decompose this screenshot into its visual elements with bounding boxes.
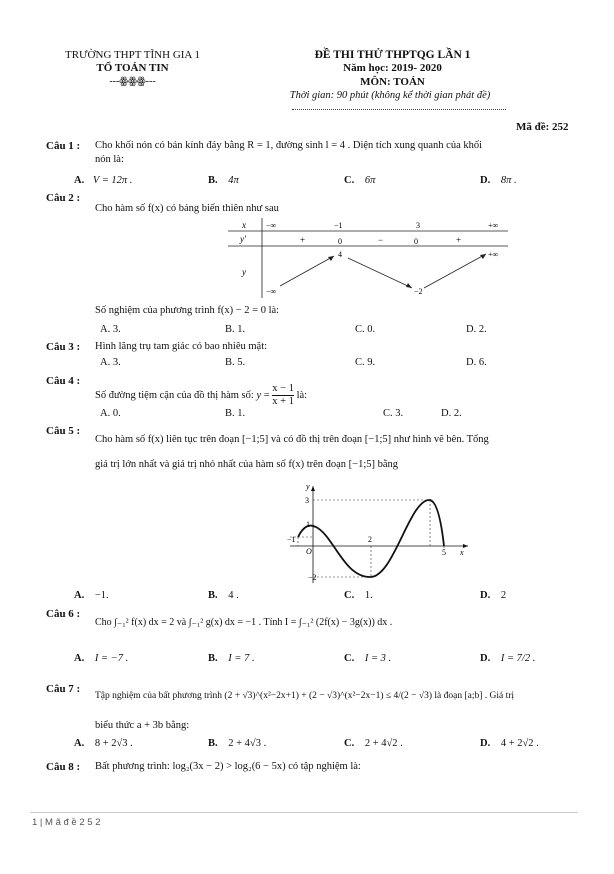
- q4-option-d[interactable]: [441, 408, 462, 419]
- q1-option-a[interactable]: [74, 175, 132, 186]
- header-divider: [292, 109, 506, 110]
- option-letter: D.: [480, 738, 491, 749]
- option-letter: A.: [74, 175, 85, 186]
- department-name: TỔ TOÁN TIN: [96, 62, 169, 74]
- q5-option-a[interactable]: [74, 590, 109, 601]
- graph-y-tick: 3: [305, 496, 309, 505]
- option-text: 2 + 4√3 .: [228, 738, 267, 749]
- option-text: 2.: [478, 324, 487, 335]
- graph-x-tick: 2: [368, 535, 372, 544]
- var-yp-label: y': [240, 234, 246, 244]
- var-x-label: x: [242, 220, 246, 230]
- graph-y-axis-label: y: [306, 482, 310, 491]
- question-8-label: Câu 8 :: [46, 761, 81, 773]
- option-text: I = 7/2 .: [500, 653, 536, 664]
- var-x-val: −1: [334, 221, 343, 230]
- option-letter: B.: [208, 653, 218, 664]
- var-y-val: 4: [338, 250, 342, 259]
- q7-option-a[interactable]: [74, 738, 133, 749]
- header-ornament: ---ꙮꙮꙮ---: [109, 76, 156, 87]
- exam-title: ĐỀ THI THỬ THPTQG LẦN 1: [314, 49, 471, 61]
- q6-option-a[interactable]: [74, 653, 128, 664]
- option-text: 4 + 2√2 .: [500, 738, 539, 749]
- option-text: I = −7 .: [94, 653, 129, 664]
- option-letter: C.: [383, 408, 393, 419]
- option-text: 6.: [478, 357, 487, 368]
- q5-option-d[interactable]: [480, 590, 506, 601]
- q6-option-d[interactable]: [480, 653, 535, 664]
- option-letter: D.: [441, 408, 452, 419]
- question-6-text: Cho ∫₋₁² f(x) dx = 2 và ∫₋₁² g(x) dx = −1 . Tính I = ∫₋₁² (2f(x) − 3g(x)) dx .: [95, 617, 393, 628]
- question-3-label: Câu 3 :: [46, 341, 81, 353]
- graph-y-tick: −2: [308, 573, 317, 582]
- var-yp-val: −: [378, 235, 384, 245]
- option-letter: D.: [466, 357, 477, 368]
- option-text: V = 12π .: [92, 175, 133, 186]
- q2-option-c[interactable]: [355, 324, 375, 335]
- question-1-text: Cho khối nón có bán kính đáy bằng R = 1, đường sinh l = 4 . Diện tích xung quanh của khối: [95, 140, 483, 151]
- var-yp-val: 0: [414, 237, 418, 246]
- option-letter: B.: [208, 738, 218, 749]
- var-y-label: y: [242, 267, 246, 277]
- option-text: 4 .: [228, 590, 239, 601]
- option-letter: B.: [208, 590, 218, 601]
- graph-x-tick: 5: [442, 548, 446, 557]
- question-5-text: Cho hàm số f(x) liên tục trên đoạn [−1;5] và có đồ thị trên đoạn [−1;5] như hình vẽ bên. Tổng: [95, 434, 489, 445]
- q2-option-d[interactable]: [466, 324, 487, 335]
- var-yp-val: +: [300, 235, 306, 245]
- option-letter: D.: [480, 175, 491, 186]
- question-3-text: Hình lăng trụ tam giác có bao nhiêu mặt:: [95, 341, 268, 352]
- q7-option-c[interactable]: [344, 738, 403, 749]
- option-letter: B.: [225, 408, 235, 419]
- option-letter: A.: [74, 738, 85, 749]
- var-yp-val: +: [456, 235, 462, 245]
- option-text: 3.: [395, 408, 404, 419]
- option-letter: D.: [480, 590, 491, 601]
- question-6-label: Câu 6 :: [46, 608, 81, 620]
- option-letter: A.: [100, 408, 111, 419]
- fraction-numerator: x − 1: [272, 383, 294, 394]
- option-text: 8π .: [500, 175, 517, 186]
- option-letter: B.: [225, 324, 235, 335]
- question-1-text-cont: nón là:: [95, 154, 124, 165]
- footer-divider: [30, 812, 578, 813]
- q3-option-b[interactable]: [225, 357, 245, 368]
- q6-option-b[interactable]: [208, 653, 255, 664]
- option-text: 0.: [112, 408, 121, 419]
- option-letter: C.: [344, 175, 355, 186]
- question-1-label: Câu 1 :: [46, 140, 81, 152]
- option-text: I = 7 .: [228, 653, 255, 664]
- option-text: 3.: [112, 324, 121, 335]
- q3-option-a[interactable]: [100, 357, 121, 368]
- question-7-text: Tập nghiệm của bất phương trình (2 + √3)^(x²−2x+1) + (2 − √3)^(x²−2x−1) ≤ 4/(2 − √3) là đoạn [a;b] . Giá trị: [95, 691, 515, 701]
- option-letter: B.: [225, 357, 235, 368]
- q4-option-c[interactable]: [383, 408, 403, 419]
- option-text: 6π: [364, 175, 376, 186]
- q2-option-a[interactable]: [100, 324, 121, 335]
- q2-option-b[interactable]: [225, 324, 245, 335]
- option-letter: D.: [466, 324, 477, 335]
- school-name: TRƯỜNG THPT TĨNH GIA 1: [64, 49, 201, 61]
- q4-option-a[interactable]: [100, 408, 121, 419]
- page-footer: 1 | M ã đ ề 2 5 2: [32, 817, 101, 828]
- variation-table: [228, 218, 510, 298]
- question-2-text-cont: Số nghiệm của phương trình f(x) − 2 = 0 là:: [95, 305, 280, 316]
- question-7-text-cont: biểu thức a + 3b bằng:: [95, 720, 190, 731]
- graph-x-axis-label: x: [460, 548, 464, 557]
- option-text: I = 3 .: [364, 653, 392, 664]
- subject: MÔN: TOÁN: [360, 76, 425, 88]
- option-letter: B.: [208, 175, 218, 186]
- option-letter: A.: [100, 357, 111, 368]
- q1-option-b[interactable]: [208, 175, 239, 186]
- question-5-label: Câu 5 :: [46, 425, 81, 437]
- var-x-val: −∞: [266, 221, 277, 230]
- question-5-text-cont: giá trị lớn nhất và giá trị nhỏ nhất của hàm số f(x) trên đoạn [−1;5] bằng: [95, 459, 399, 470]
- var-y-val: −2: [414, 287, 423, 296]
- q5-option-c[interactable]: [344, 590, 373, 601]
- var-y-val: −∞: [266, 287, 277, 296]
- q3-option-d[interactable]: [466, 357, 487, 368]
- q1-option-d[interactable]: [480, 175, 517, 186]
- option-text: 1.: [237, 324, 246, 335]
- fraction-denominator: x + 1: [272, 396, 294, 407]
- q7-option-d[interactable]: [480, 738, 539, 749]
- var-yp-val: 0: [338, 237, 342, 246]
- option-letter: C.: [344, 738, 355, 749]
- q6-option-c[interactable]: [344, 653, 391, 664]
- var-y-val: +∞: [488, 250, 499, 259]
- option-text: 1.: [364, 590, 373, 601]
- option-letter: C.: [355, 357, 365, 368]
- question-4-label: Câu 4 :: [46, 375, 81, 387]
- q1-option-c[interactable]: [344, 175, 375, 186]
- school-year: Năm học: 2019- 2020: [343, 62, 442, 74]
- option-text: 8 + 2√3 .: [94, 738, 133, 749]
- question-4-text: Số đường tiệm cận của đồ thị hàm số: y = $\frac{x - 1}{x + 1}$ là:: [95, 383, 308, 407]
- question-8-text: Bất phương trình: log₂(3x − 2) > log₂(6 − 5x) có tập nghiệm là:: [95, 761, 361, 772]
- q4-option-b[interactable]: [225, 408, 245, 419]
- option-letter: A.: [74, 590, 85, 601]
- graph-x-tick: −1: [287, 535, 296, 544]
- graph-origin-label: O: [306, 547, 312, 556]
- var-x-val: 3: [416, 221, 420, 230]
- option-letter: C.: [344, 653, 355, 664]
- option-letter: D.: [480, 653, 491, 664]
- option-text: 0.: [367, 324, 376, 335]
- option-letter: A.: [74, 653, 85, 664]
- option-text: −1.: [94, 590, 109, 601]
- graph-y-tick: 1: [306, 520, 310, 529]
- option-text: 2.: [453, 408, 462, 419]
- function-graph: [282, 480, 472, 585]
- question-7-label: Câu 7 :: [46, 683, 81, 695]
- exam-code: Mã đề: 252: [516, 121, 569, 133]
- option-text: 3.: [112, 357, 121, 368]
- option-text: 5.: [237, 357, 246, 368]
- option-letter: C.: [344, 590, 355, 601]
- option-text: 1.: [237, 408, 246, 419]
- option-letter: A.: [100, 324, 111, 335]
- question-2-label: Câu 2 :: [46, 192, 81, 204]
- q7-option-b[interactable]: [208, 738, 266, 749]
- option-text: 2 + 4√2 .: [364, 738, 403, 749]
- q3-option-c[interactable]: [355, 357, 375, 368]
- question-2-text: Cho hàm số f(x) có bảng biến thiên như sau: [95, 203, 279, 214]
- var-x-val: +∞: [488, 221, 499, 230]
- time-limit: Thời gian: 90 phút (không kể thời gian phát đề): [289, 90, 491, 101]
- option-letter: C.: [355, 324, 365, 335]
- option-text: 4π: [228, 175, 239, 186]
- q5-option-b[interactable]: [208, 590, 239, 601]
- option-text: 9.: [367, 357, 376, 368]
- option-text: 2: [500, 590, 507, 601]
